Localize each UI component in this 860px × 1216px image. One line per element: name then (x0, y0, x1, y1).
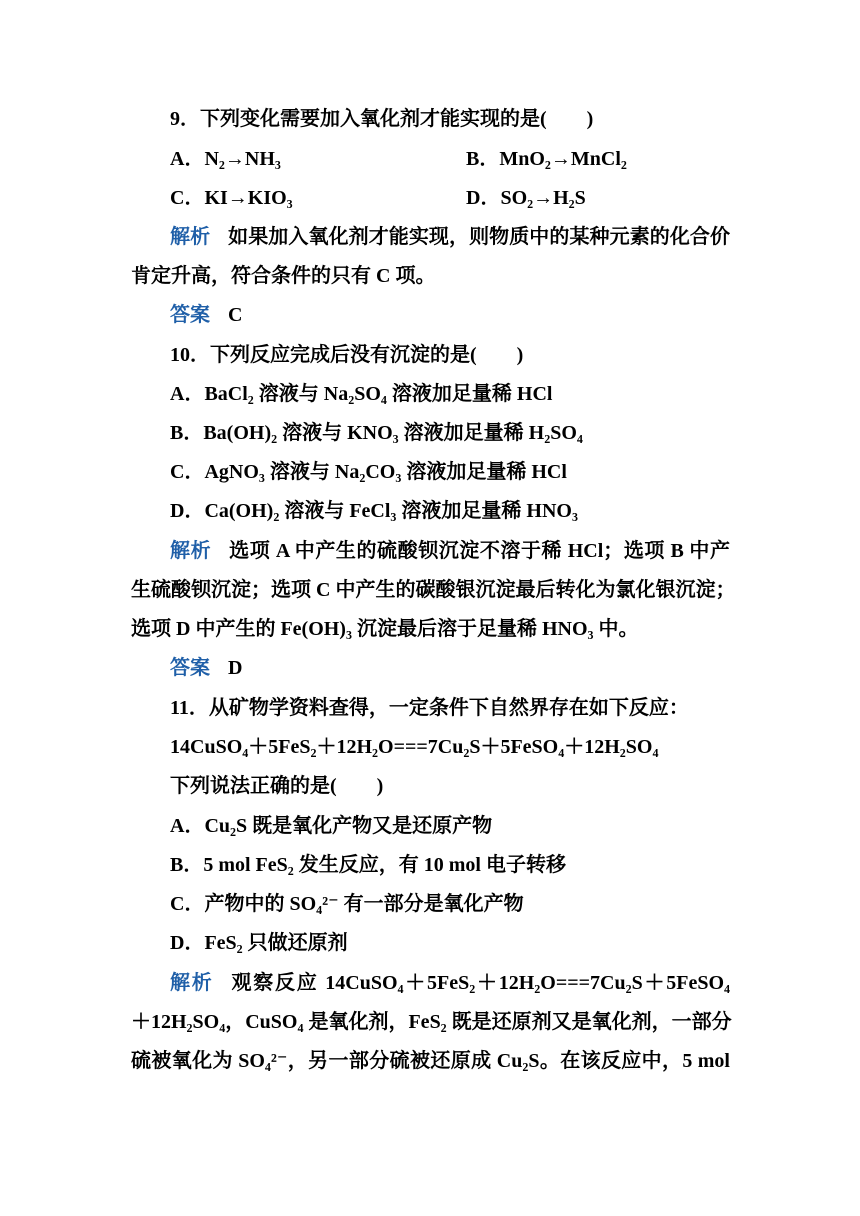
q9-option-b: B．MnO₂→MnCl₂ (466, 148, 627, 170)
q10-stem: 10．下列反应完成后没有沉淀的是( ) (170, 344, 524, 366)
q9-option-d: D．SO₂→H₂S (466, 187, 586, 209)
q9-analysis-line-2: 肯定升高，符合条件的只有 C 项。 (131, 265, 436, 287)
q11-analysis-line-3: 硫被氧化为 SO₄²⁻，另一部分硫被还原成 Cu₂S。在该反应中，5 mol (131, 1050, 730, 1072)
q10-option-a: A．BaCl₂ 溶液与 Na₂SO₄ 溶液加足量稀 HCl (170, 383, 553, 405)
q11-analysis-label: 解析 (170, 972, 214, 994)
q10-analysis-line-1: 解析 选项 A 中产生的硫酸钡沉淀不溶于稀 HCl；选项 B 中产 (170, 540, 730, 562)
q10-analysis-line-3: 选项 D 中产生的 Fe(OH)₃ 沉淀最后溶于足量稀 HNO₃ 中。 (131, 618, 639, 640)
q9-answer-value: C (228, 304, 243, 326)
q10-answer (170, 655, 242, 681)
q10-answer-label: 答案 (170, 657, 210, 679)
q10-analysis-line-2: 生硫酸钡沉淀；选项 C 中产生的碳酸银沉淀最后转化为氯化银沉淀； (131, 579, 736, 601)
q11-prompt: 下列说法正确的是( ) (170, 775, 384, 797)
q11-analysis-line-2: ＋12H₂SO₄，CuSO₄ 是氧化剂，FeS₂ 既是还原剂又是氧化剂，一部分 (131, 1011, 732, 1033)
q11-equation: 14CuSO₄＋5FeS₂＋12H₂O===7Cu₂S＋5FeSO₄＋12H₂SO₄ (170, 736, 659, 758)
q10-answer-value: D (228, 657, 243, 679)
q11-stem: 11．从矿物学资料查得，一定条件下自然界存在如下反应： (170, 697, 689, 719)
q11-option-c: C．产物中的 SO₄²⁻ 有一部分是氧化产物 (170, 893, 524, 915)
q11-option-d: D．FeS₂ 只做还原剂 (170, 932, 348, 954)
q11-option-b: B．5 mol FeS₂ 发生反应，有 10 mol 电子转移 (170, 854, 566, 876)
q10-option-c: C．AgNO₃ 溶液与 Na₂CO₃ 溶液加足量稀 HCl (170, 461, 567, 483)
q9-answer (170, 302, 242, 328)
q9-answer-label: 答案 (170, 304, 210, 326)
q9-analysis-line-1: 解析 如果加入氧化剂才能实现，则物质中的某种元素的化合价 (170, 226, 731, 248)
q9-option-c: C．KI→KIO₃ (170, 187, 293, 209)
q10-analysis-label: 解析 (170, 540, 212, 562)
q9-stem: 9．下列变化需要加入氧化剂才能实现的是( ) (170, 108, 594, 130)
q10-option-d: D．Ca(OH)₂ 溶液与 FeCl₃ 溶液加足量稀 HNO₃ (170, 500, 578, 522)
q11-analysis-line-1: 解析 观察反应 14CuSO₄＋5FeS₂＋12H₂O===7Cu₂S＋5FeSO₄ (170, 972, 731, 994)
q9-analysis-label: 解析 (170, 226, 211, 248)
q9-option-a: A．N₂→NH₃ (170, 148, 281, 170)
q10-option-b: B．Ba(OH)₂ 溶液与 KNO₃ 溶液加足量稀 H₂SO₄ (170, 422, 583, 444)
q11-option-a: A．Cu₂S 既是氧化产物又是还原产物 (170, 815, 493, 837)
